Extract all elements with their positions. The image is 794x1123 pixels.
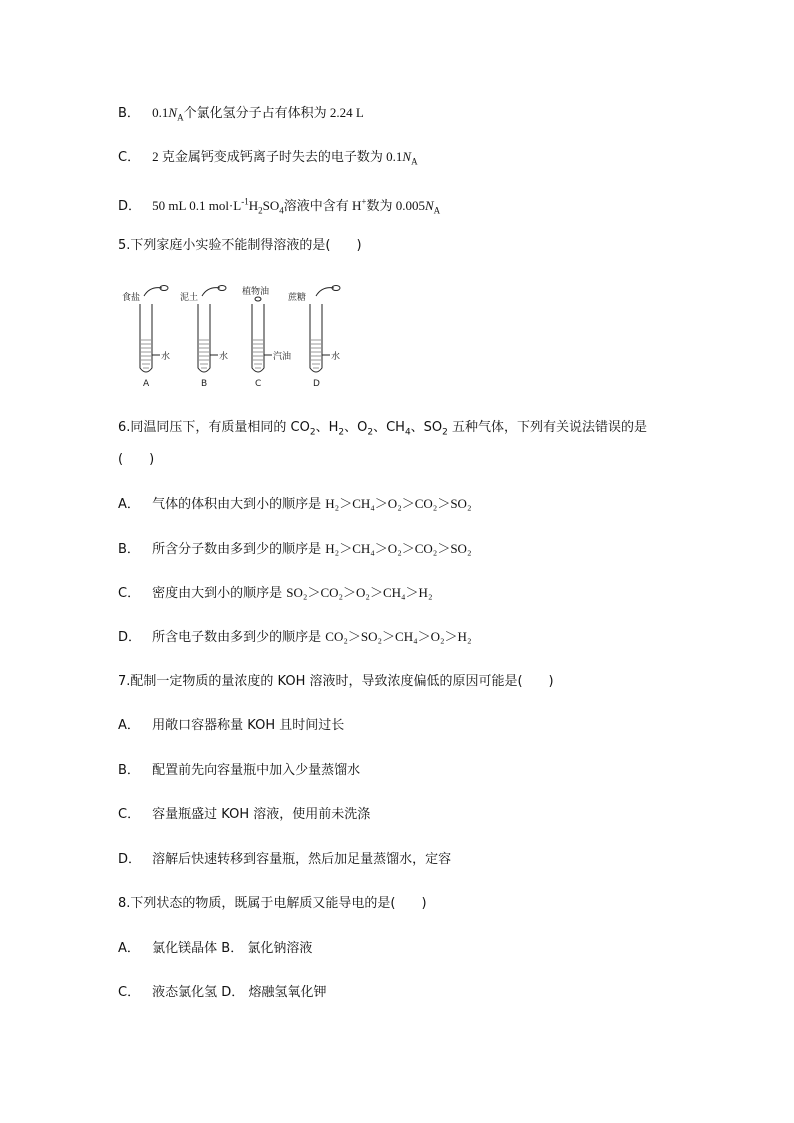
option-text: 50 mL 0.1 $mol\cdot L^{-1}H_2SO_4$溶液中含有 H+数为 $0.005N_A$ bbox=[152, 197, 441, 216]
option-formula: CO₂＞SO₂＞CH₄＞O₂＞H₂ bbox=[325, 629, 472, 644]
tube-side-label: 水 bbox=[331, 352, 341, 362]
tube-outline bbox=[310, 304, 322, 372]
q4-option-b bbox=[118, 103, 364, 128]
q6-option-b bbox=[118, 539, 471, 560]
spoon-icon bbox=[316, 288, 334, 296]
q7-option-c bbox=[118, 805, 370, 825]
option-label: C． bbox=[118, 985, 141, 1000]
q5-stem: 5.下列家庭小实验不能制得溶液的是( ) bbox=[118, 238, 362, 253]
q6-paren: ( ) bbox=[118, 452, 155, 467]
option-label: C． bbox=[118, 807, 141, 822]
option-label: C． bbox=[118, 150, 141, 165]
option-text: 所含分子数由多到少的顺序是 bbox=[152, 542, 322, 557]
option-label: B． bbox=[221, 941, 244, 956]
option-text: 液态氯化氢 bbox=[152, 985, 218, 1000]
test-tube-d bbox=[288, 286, 340, 390]
tube-side-label: 水 bbox=[219, 352, 229, 362]
option-text: 容量瓶盛过 KOH 溶液，使用前未洗涤 bbox=[152, 807, 371, 822]
option-text: 密度由大到小的顺序是 bbox=[152, 586, 283, 601]
drop-icon bbox=[255, 297, 261, 301]
option-text: 氯化钠溶液 bbox=[247, 941, 313, 956]
q7-option-d bbox=[118, 850, 451, 870]
option-text: $0.1N_A$个氯化氢分子占有体积为 2.24 L bbox=[152, 105, 364, 123]
option-formula: H₂＞CH₄＞O₂＞CO₂＞SO₂ bbox=[325, 541, 472, 556]
q6-option-c bbox=[118, 583, 432, 604]
test-tubes-figure bbox=[120, 282, 370, 392]
option-text: 氯化镁晶体 bbox=[152, 941, 218, 956]
q6-option-d bbox=[118, 627, 471, 648]
tube-letter: B bbox=[201, 379, 208, 389]
tube-letter: C bbox=[255, 379, 262, 389]
tube-top-label: 食盐 bbox=[122, 293, 141, 303]
tube-letter: D bbox=[313, 379, 320, 389]
spoon-icon bbox=[144, 288, 162, 296]
option-label: A． bbox=[118, 497, 140, 512]
option-label: A． bbox=[118, 718, 140, 733]
tube-outline bbox=[140, 304, 152, 372]
test-tube-c bbox=[242, 285, 291, 389]
q4-option-c bbox=[118, 147, 418, 172]
option-label: C． bbox=[118, 586, 141, 601]
option-label: D． bbox=[118, 852, 142, 867]
q8-options-line-2 bbox=[118, 983, 326, 1003]
test-tube-a bbox=[122, 286, 170, 390]
option-label: D． bbox=[221, 985, 245, 1000]
option-text: 2 克金属钙变成钙离子时失去的电子数为 $0.1N_A$ bbox=[152, 149, 418, 167]
tube-top-label: 泥土 bbox=[180, 293, 199, 303]
spoon-icon bbox=[202, 288, 220, 296]
option-label: B． bbox=[118, 542, 140, 557]
option-formula: H₂＞CH₄＞O₂＞CO₂＞SO₂ bbox=[325, 496, 472, 511]
option-formula: SO₂＞CO₂＞O₂＞CH₄＞H₂ bbox=[286, 585, 433, 600]
q7-stem: 7.配制一定物质的量浓度的 KOH 溶液时，导致浓度偏低的原因可能是( ) bbox=[118, 674, 554, 689]
option-text: 熔融氢氧化钾 bbox=[248, 985, 327, 1000]
option-text: 用敞口容器称量 KOH 且时间过长 bbox=[152, 718, 345, 733]
option-label: B． bbox=[118, 106, 140, 121]
option-label: D． bbox=[118, 199, 142, 215]
q4-option-d bbox=[118, 192, 440, 221]
option-text: 气体的体积由大到小的顺序是 bbox=[152, 497, 322, 512]
option-label: B． bbox=[118, 763, 140, 778]
q6-stem: 6.同温同压下，有质量相同的 $CO_2$、$H_2$、$O_2$、$CH_4$、$SO_2$ 五种气体，下列有关说法错误的是 bbox=[118, 420, 648, 438]
option-label: D． bbox=[118, 630, 142, 645]
tube-top-label: 植物油 bbox=[242, 287, 270, 297]
tube-letter: A bbox=[143, 379, 150, 389]
q6-option-a bbox=[118, 494, 471, 515]
tube-outline bbox=[252, 304, 264, 372]
q7-option-a bbox=[118, 716, 344, 736]
option-text: 所含电子数由多到少的顺序是 bbox=[152, 630, 322, 645]
option-label: A． bbox=[118, 941, 140, 956]
q7-option-b bbox=[118, 761, 360, 781]
option-text: 溶解后快速转移到容量瓶，然后加足量蒸馏水，定容 bbox=[152, 852, 452, 867]
q8-options-line-1 bbox=[118, 939, 312, 959]
tube-top-label: 蔗糖 bbox=[288, 293, 307, 303]
option-text: 配置前先向容量瓶中加入少量蒸馏水 bbox=[152, 763, 361, 778]
tube-side-label: 水 bbox=[161, 352, 171, 362]
tube-outline bbox=[198, 304, 210, 372]
tube-side-label: 汽油 bbox=[273, 352, 292, 362]
test-tube-b bbox=[180, 286, 228, 390]
q8-stem: 8.下列状态的物质，既属于电解质又能导电的是( ) bbox=[118, 896, 427, 911]
